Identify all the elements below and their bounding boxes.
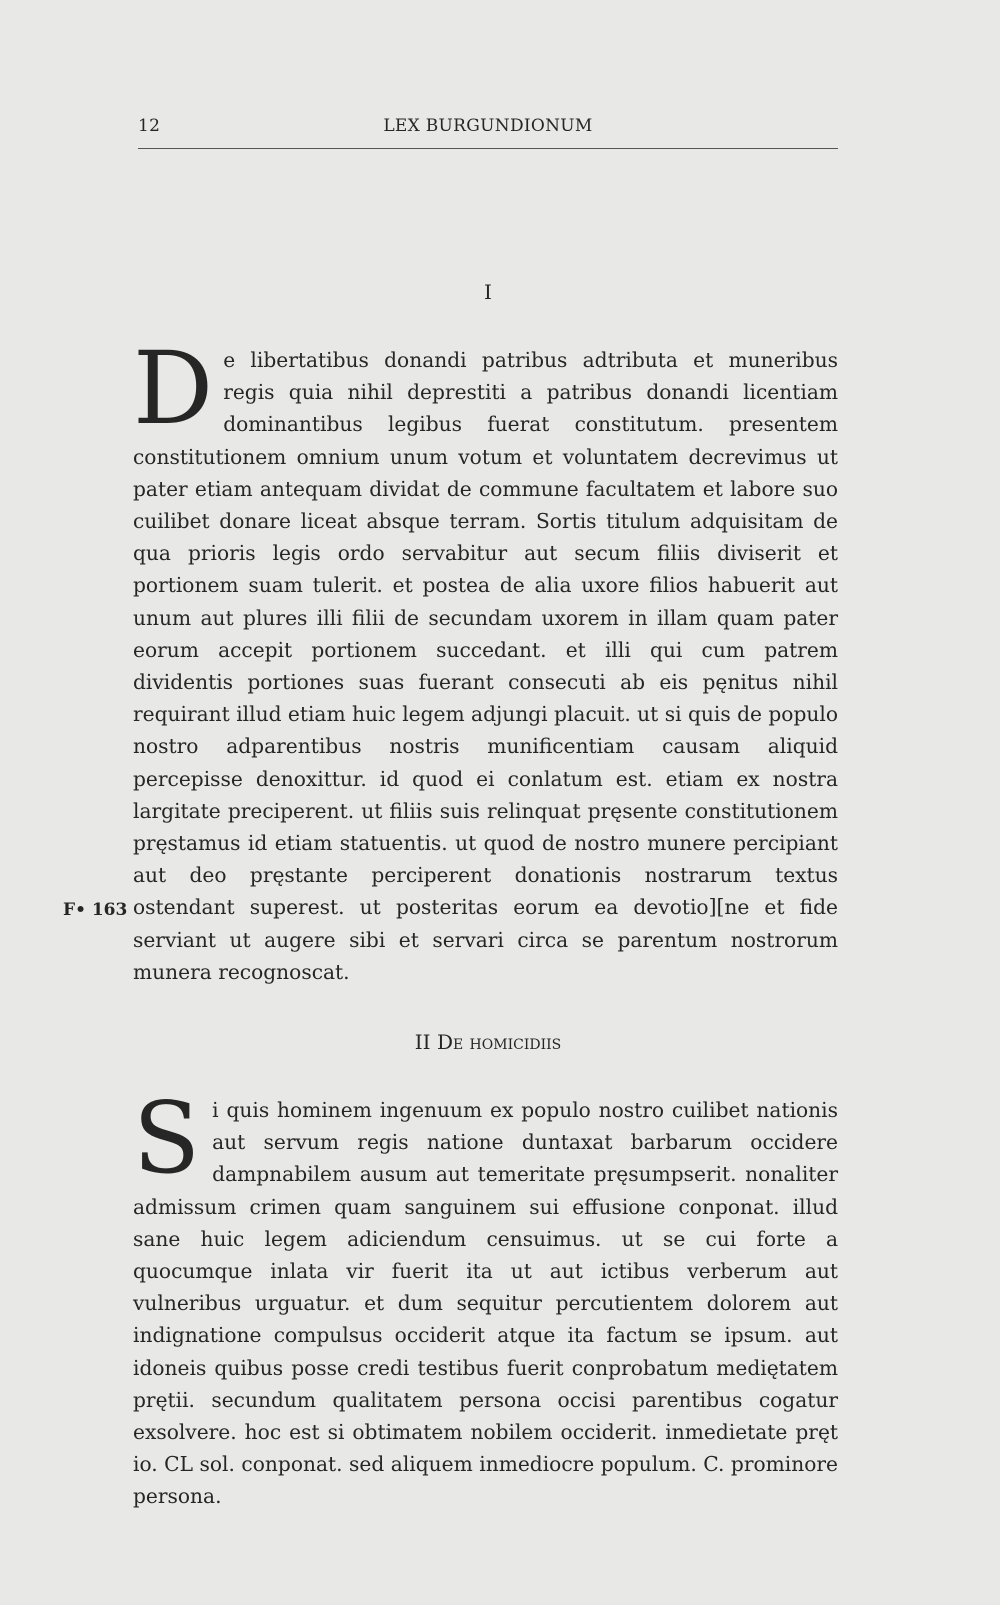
dropcap-d: D — [133, 330, 214, 447]
section-2-title — [138, 1030, 838, 1054]
section-2-number: II — [414, 1030, 431, 1054]
folio-marker: F• 163 — [63, 900, 128, 920]
section-1-text: e libertatibus donandi patribus adtributa et muneribus regis quia nihil deprestiti a patribus donandi licentiam dominantibus legibus fuerat constitutum. presentem constitutionem omnium unum votum et voluntatem decrevimus ut pater etiam antequam dividat de commune facultatem et labore suo cuilibet donare liceat absque terram. Sortis titulum adquisitam de qua prioris legis ordo servabitur aut secum filiis diviserit et portionem suam tulerit. et postea de alia uxore filios habuerit aut unum aut plures illi filii de secundam uxorem in illam quam pater eorum accepit portionem succedant. et illi qui cum patrem dividentis portiones suas fuerant consecuti ab eis pęnitus nihil requirant illud etiam huic legem adjungi placuit. ut si quis de populo nostro adparentibus nostris munificentiam causam aliquid percepisse denoxittur. id quod ei conlatum est. etiam ex nostra largitate preciperent. ut filiis suis relinquat pręsente constitutionem pręstamus id etiam statuentis. ut quod de nostro munere percipiant aut deo pręstante perciperent donationis nostrarum textus ostendant superest. ut posteritas eorum ea devotio][ne et fide serviant ut augere sibi et servari circa se parentum nostrorum munera recognoscat. — [133, 348, 838, 984]
dropcap-s: S — [133, 1082, 201, 1196]
section-2-heading: De homicidiis — [436, 1030, 562, 1054]
section-1-body — [133, 330, 838, 988]
header-rule — [138, 148, 838, 149]
section-1-title: I — [484, 280, 492, 304]
page-number: 12 — [138, 116, 161, 136]
section-2-text: i quis hominem ingenuum ex populo nostro cuilibet nationis aut servum regis natione duntaxat barbarum occidere dampnabilem ausum aut temeritate pręsumpserit. nonaliter admissum crimen quam sanguinem sui effusione conponat. illud sane huic legem adiciendum censuimus. ut se cui forte a quocumque inlata vir fuerit ita ut aut ictibus verberum aut vulneribus urguatur. et dum sequitur percutientem dolorem aut indignatione compulsus occiderit atque ita factum se ipsum. aut idoneis quibus posse credi testibus fuerit conprobatum mediętatem prętii. secundum qualitatem persona occisi parentibus cogatur exsolvere. hoc est si obtimatem nobilem occiderit. inmedietate pręt io. CL sol. conponat. sed aliquem inmediocre populum. C. prominore persona. — [133, 1098, 838, 1509]
section-2-body — [133, 1082, 838, 1513]
running-title: LEX BURGUNDIONUM — [383, 116, 593, 136]
